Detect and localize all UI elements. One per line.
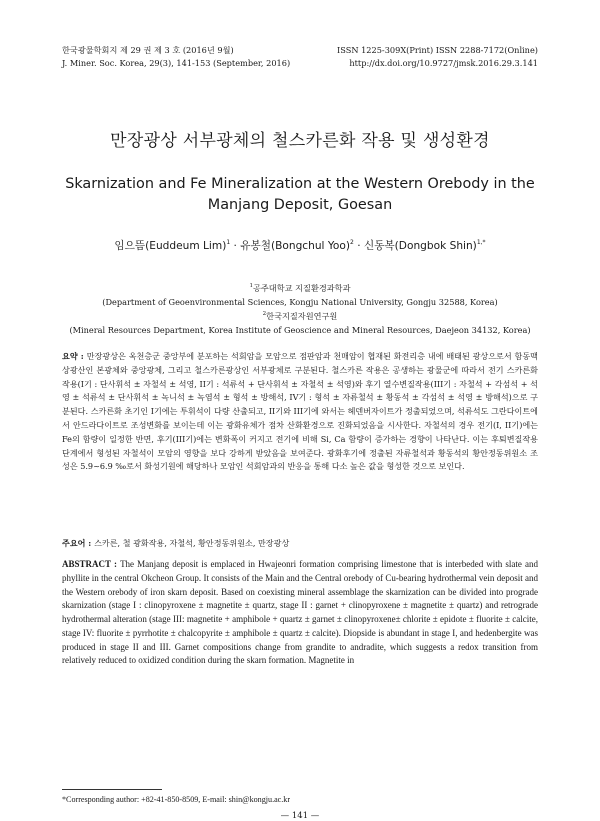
keywords-korean-text: 스카른, 철 광화작용, 자철석, 황안정동위원소, 만장광상	[94, 538, 290, 548]
doi-link[interactable]: http://dx.doi.org/10.9727/jmsk.2016.29.3.141	[349, 57, 538, 68]
author-1: 임으뜸(Euddeum Lim)	[114, 240, 227, 252]
keywords-korean	[62, 537, 538, 551]
footnote-divider	[62, 789, 162, 790]
author-list	[0, 238, 600, 253]
header-right	[337, 44, 538, 69]
abstract-korean-text: 만장광상은 옥천층군 중앙부에 분포하는 석회암을 모암으로 점판암과 천매암이 협재된 화전리층 내에 배태된 광상으로서 함동맥상광산인 본광체와 중앙광체, 그리고 철스카른광상인 서부광체로 구분된다. 철스카른 작용은 공생하는 광물군에 따라서 전기 스카른화 작용(I기 : 단사휘석 ± 자철석 ± 석영, II기 : 석류석 + 단사휘석 ± 자철석 ± 석영)와 후기 열수변질작용(III기 : 자철석 + 각섬석 + 석영 ± 석류석 ± 단사휘석 ± 녹니석 ± 녹염석 ± 형석 ± 방해석, IV기 : 형석 ± 자류철석 ± 황동석 ± 각섬석 ± 석영 ± 방해석)으로 구분된다. 스카른화 초기인 I기에는 투휘석이 다량 산출되고, II기와 III기에 와서는 헤덴버자이트가 정출되었으며, 석류석도 그란다이트에서 안드라다이트로 조성변화를 보이는데 이는 광화유체가 점차 산화환경으로 진화되었음을 시사한다. 자철석의 경우 전기(I, II기)에는 Fe의 함량이 일정한 반면, 후기(III기)에는 변화폭이 커지고 전기에 비해 Si, Ca 함량이 증가하는 경향이 나타난다. 이는 후퇴변질작용단계에서 형성된 자철석이 모암의 영향을 보다 강하게 받았음을 보여준다. 광화후기에 정출된 자류철석과 황동석의 황안정동위원소 조성은 5.9~6.9 ‰로서 화성기원에 해당하나 모암인 석회암과의 반응을 통해 다소 높은 값을 형성한 것으로 보인다.	[62, 351, 538, 472]
keywords-korean-label: 주요어 :	[62, 538, 95, 548]
affiliation-2-korean: $^2$한국지질자원연구원	[262, 311, 338, 321]
author-2: 유봉철(Bongchul Yoo)	[240, 240, 351, 252]
journal-citation-english: J. Miner. Soc. Korea, 29(3), 141-153 (September, 2016)	[62, 57, 291, 68]
page-number: — 141 —	[280, 811, 320, 821]
author-2-affil: 2	[350, 239, 354, 246]
author-1-affil: 1	[226, 239, 231, 246]
abstract-english	[62, 558, 538, 668]
abstract-korean	[62, 350, 538, 474]
affiliation-2-english: (Mineral Resources Department, Korea Institute of Geoscience and Mineral Resources, Daejeon 34132, Korea)	[69, 325, 531, 335]
author-3-affil: 1,*	[476, 239, 486, 246]
author-separator: ·	[353, 240, 364, 252]
author-3: 신동복(Dongbok Shin)	[363, 240, 477, 252]
author-separator: ·	[230, 240, 241, 252]
corresponding-author-footnote: *Corresponding author: +82-41-850-8509, E-mail: shin@kongju.ac.kr	[62, 795, 291, 804]
paper-title-korean: 만장광상 서부광체의 철스카른화 작용 및 생성환경	[110, 131, 490, 151]
header-left	[62, 44, 290, 69]
abstract-english-text: The Manjang deposit is emplaced in Hwajeonri formation comprising limestone that is interbeded with slate and phyllite in the central Okcheon Group. It consists of the Main and the Central orebody of Cu-bearing hydrothermal vein deposit and the Western orebody of iron skarn deposit. Based on coexisting mineral assemblage the skarnization can be divided into prograde skarnization (stage I : clinopyroxene ± magnetite ± quartz, stage II : garnet + clinopyroxene ± magnetite ± quartz) and retrograde hydrothermal alteration (stage III: magnetite + amphibole + quartz ± garnet ± clinopyroxene± chlorite ± epidote ± fluorite ± calcite, stage IV: fluorite ± pyrrhotite ± chalcopyrite ± amphibole ± quartz ± calcite). Diopside is abundant in stage I, and hedenbergite was produced in stage II and III. Garnet compositions change from grandite to andradite, which suggests a redox transition from relatively reduced to oxidized condition during the skarn formation. Magnetite in	[62, 559, 538, 666]
abstract-english-label: ABSTRACT :	[62, 559, 121, 569]
paper-title-english: Skarnization and Fe Mineralization at the Western Orebody in the Manjang Deposit, Goesan	[65, 176, 535, 213]
affiliation-1-korean: $^1$공주대학교 지질환경과학과	[249, 283, 351, 293]
issn: ISSN 1225-309X(Print) ISSN 2288-7172(Online)	[337, 45, 538, 55]
affiliation-1-english: (Department of Geoenvironmental Sciences, Kongju National University, Gongju 32588, Korea)	[102, 297, 498, 307]
abstract-korean-label: 요약 :	[62, 351, 87, 361]
journal-citation-korean: 한국광물학회지 제 29 권 제 3 호 (2016년 9월)	[62, 45, 234, 55]
